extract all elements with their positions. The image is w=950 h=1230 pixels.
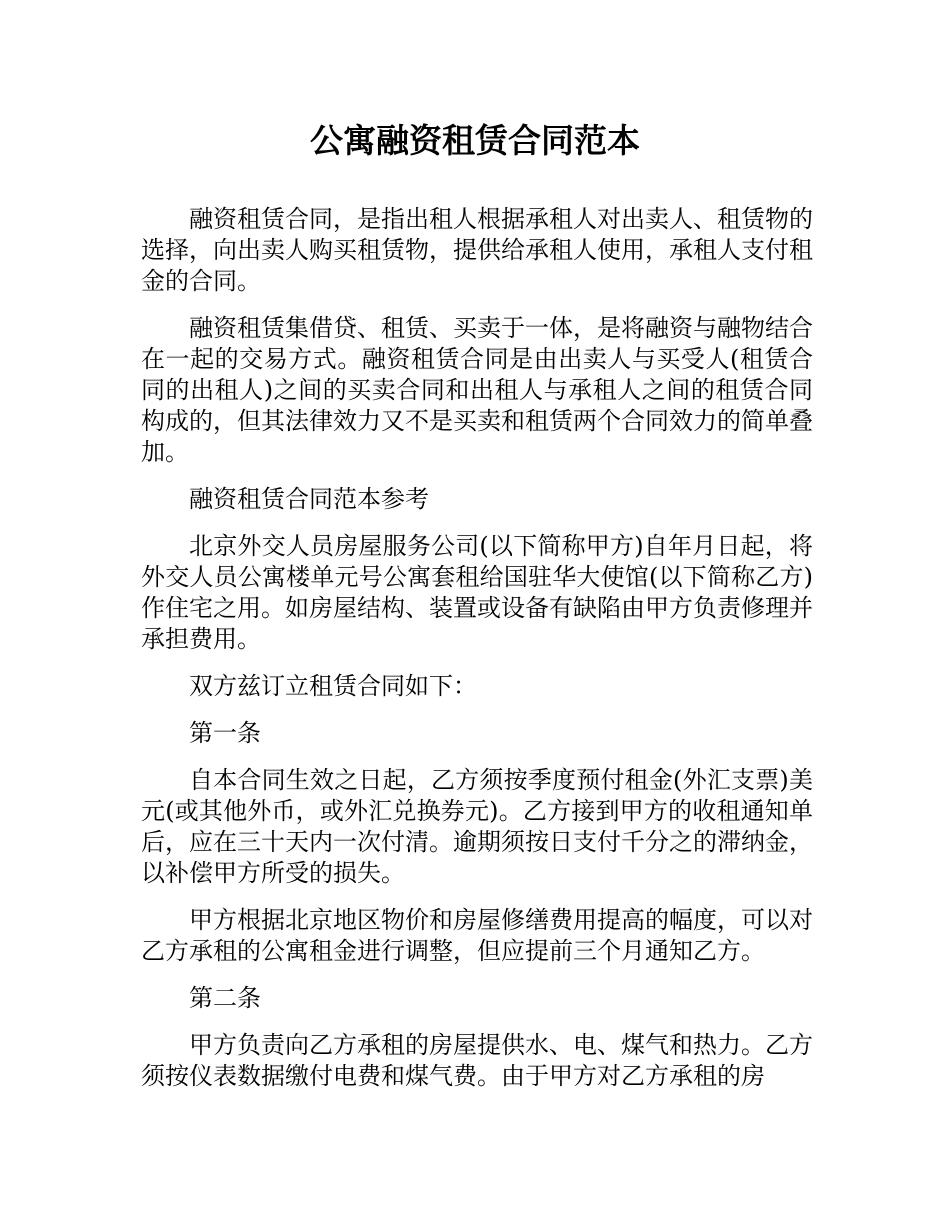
document-title: 公寓融资租赁合同范本 xyxy=(310,121,640,160)
paragraph-template-heading: 融资租赁合同范本参考 xyxy=(189,485,429,513)
article-1-heading: 第一条 xyxy=(189,719,261,747)
article-1-rent-payment: 自本合同生效之日起，乙方须按季度预付租金(外汇支票)美元(或其他外币，或外汇兑换券元)。乙方接到甲方的收租通知单后，应在三十天内一次付清。逾期须按日支付千分之的滞纳金，以补偿甲方所受的损失。 xyxy=(141,766,813,887)
document-body xyxy=(141,204,813,1108)
paragraph-definition: 融资租赁合同，是指出租人根据承租人对出卖人、租赁物的选择，向出卖人购买租赁物，提供给承租人使用，承租人支付租金的合同。 xyxy=(141,205,813,295)
article-1-rent-adjustment: 甲方根据北京地区物价和房屋修缮费用提高的幅度，可以对乙方承租的公寓租金进行调整，但应提前三个月通知乙方。 xyxy=(141,906,813,965)
article-2-heading: 第二条 xyxy=(189,984,261,1012)
paragraph-parties: 北京外交人员房屋服务公司(以下简称甲方)自年月日起，将外交人员公寓楼单元号公寓套租给国驻华大使馆(以下简称乙方)作住宅之用。如房屋结构、装置或设备有缺陷由甲方负责修理并承担费用。 xyxy=(141,532,813,653)
paragraph-agreement-intro: 双方兹订立租赁合同如下： xyxy=(189,672,477,700)
paragraph-nature: 融资租赁集借贷、租赁、买卖于一体，是将融资与融物结合在一起的交易方式。融资租赁合同是由出卖人与买受人(租赁合同的出租人)之间的买卖合同和出租人与承租人之间的租赁合同构成的，但其法律效力又不是买卖和租赁两个合同效力的简单叠加。 xyxy=(141,314,813,466)
article-2-utilities: 甲方负责向乙方承租的房屋提供水、电、煤气和热力。乙方须按仪表数据缴付电费和煤气费。由于甲方对乙方承租的房 xyxy=(141,1031,813,1090)
